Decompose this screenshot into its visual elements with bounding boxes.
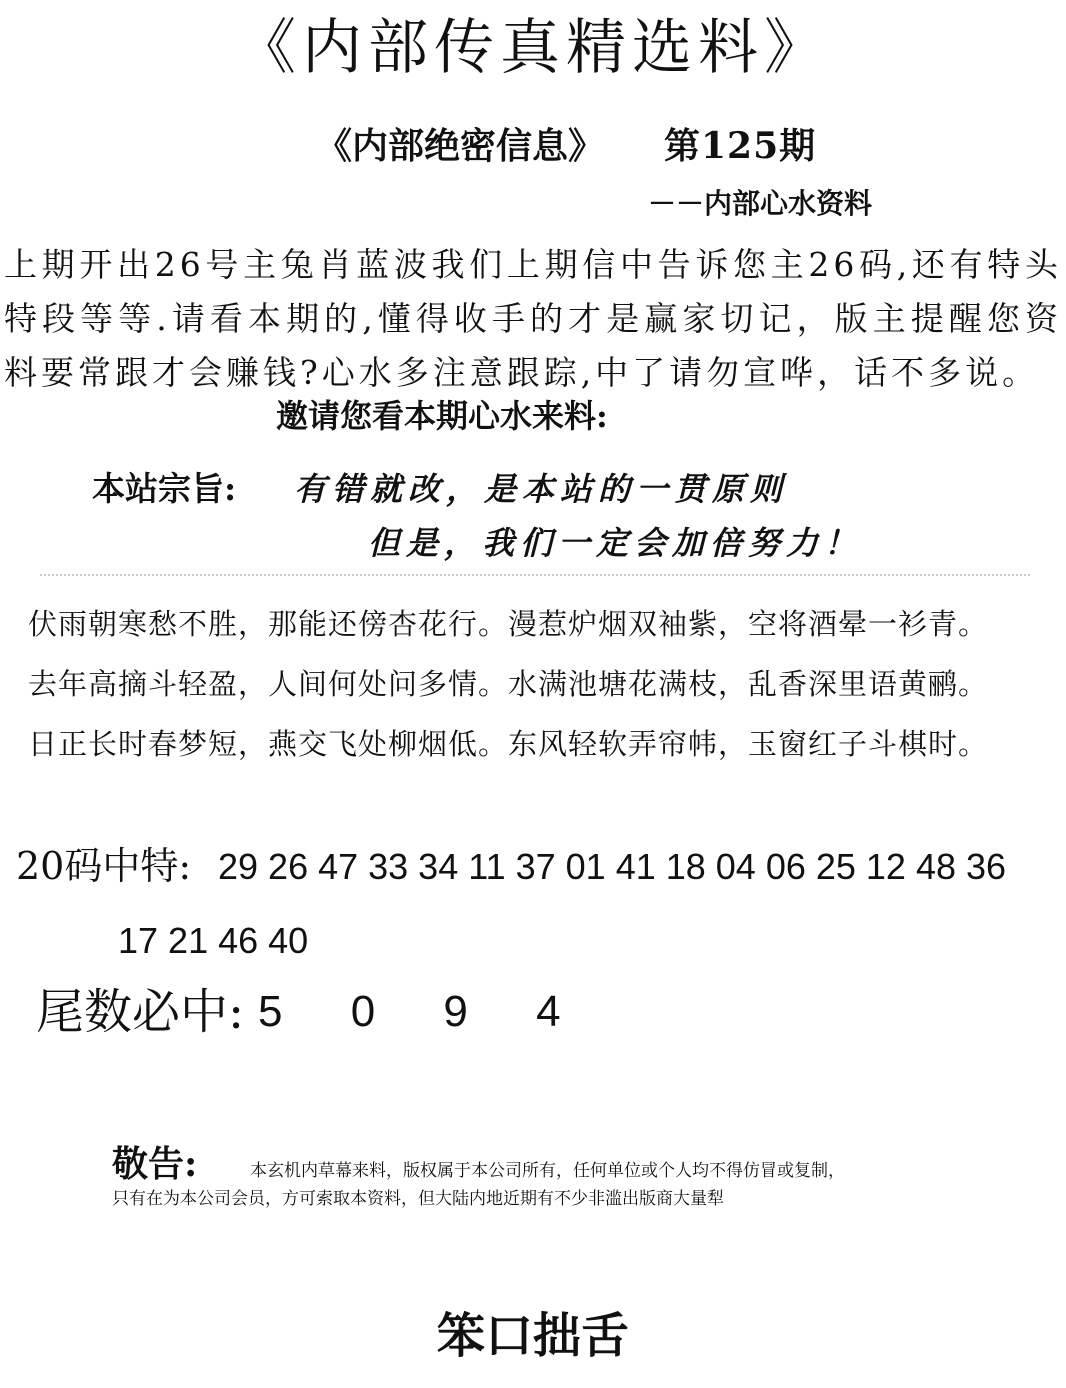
notice-label: 敬告: [112,1143,198,1185]
poem-line-3: 日正长时春梦短，燕交飞处柳烟低。东风轻软弄帘帏，玉窗红子斗棋时。 [28,727,989,761]
tail-label: 尾数必中: [36,984,245,1040]
motto-line-1: 有错就改，是本站的一贯原则 [294,470,789,508]
tail-digits: 5 0 9 4 [258,987,589,1036]
issue-number: 第125期 [664,125,817,167]
motto-label: 本站宗旨: [92,469,237,508]
byline: －－内部心水资料 [648,187,873,220]
notice-line-1: 本玄机内草幕来料，版权属于本公司所有，任何单位或个人均不得仿冒或复制， [250,1161,845,1181]
footer-text: 笨口拙舌 [436,1308,629,1364]
codes-line-1: 29 26 47 33 34 11 37 01 41 18 04 06 25 12 48 36 [218,846,1007,887]
poem-line-2: 去年高摘斗轻盈，人间何处问多情。水满池塘花满枝，乱香深里语黄鹂。 [28,667,989,701]
main-title: 《内部传真精选料》 [236,13,830,83]
sub-title: 《内部绝密信息》 [316,125,605,167]
motto-line-2: 但是，我们一定会加倍努力！ [368,524,863,562]
divider [40,574,1030,576]
codes-line-2: 17 21 46 40 [118,920,309,961]
codes-label: 20码中特: [16,844,192,888]
intro-paragraph: 上期开出26号主兔肖蓝波我们上期信中告诉您主26码,还有特头特段等等.请看本期的,懂得收手的才是赢家切记，版主提醒您资料要常跟才会赚钱?心水多注意跟踪,中了请勿宣哗，话不多说。 [4,245,1062,392]
poem-line-1: 伏雨朝寒愁不胜，那能还傍杏花行。漫惹炉烟双袖紫，空将酒晕一衫青。 [28,607,989,641]
invite-line: 邀请您看本期心水来料: [276,397,608,435]
notice-line-2: 只有在为本公司会员，方可索取本资料，但大陆内地近期有不少非滥出版商大量犁 [112,1189,724,1209]
